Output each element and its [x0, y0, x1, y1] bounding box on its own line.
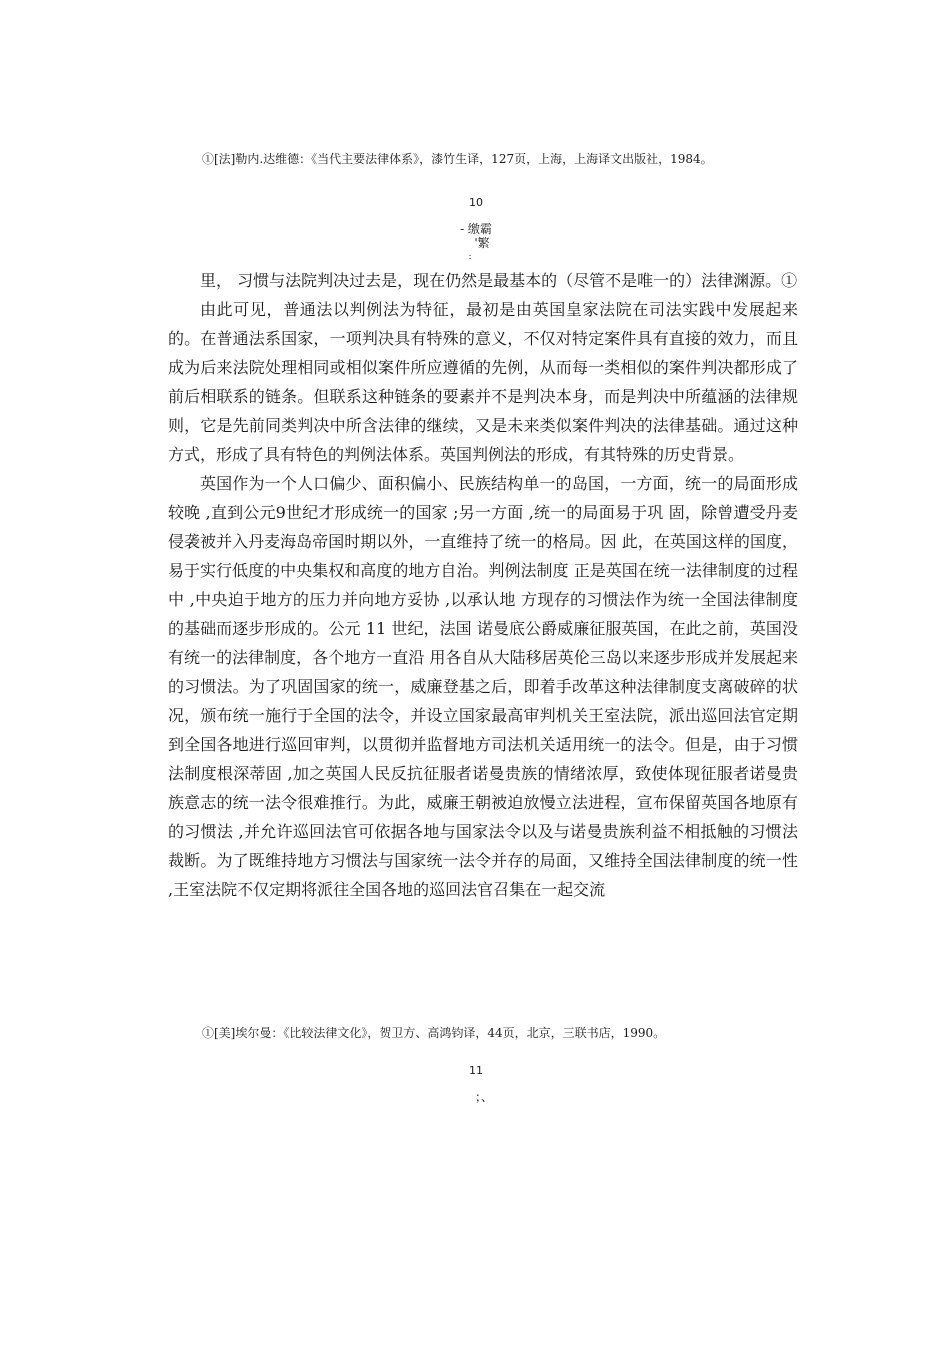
- scan-artifact-mark-1: - 缴霸: [460, 222, 492, 236]
- scan-artifact-mark-bottom: ；、: [474, 1090, 493, 1104]
- footnote-bottom: ①[美]埃尔曼：《比较法律文化》，贺卫方、高鸿钧译，44页，北京，三联书店，1990。: [202, 1026, 666, 1040]
- page-number-bottom: 11: [469, 1064, 483, 1077]
- page-number-top: 10: [469, 196, 483, 209]
- paragraph: 由此可见，普通法以判例法为特征，最初是由英国皇家法院在司法实践中发展起来的。在普通法系国家，一项判决具有特殊的意义，不仅对特定案件具有直接的效力，而且成为后来法院处理相同或相似案件所应遵循的先例，从而每一类相似的案件判决都形成了前后相联系的链条。但联系这种链条的要素并不是判决本身，而是判决中所蕴涵的法律规则，它是先前同类判决中所含法律的继续，又是未来类似案件判决的法律基础。通过这种方式，形成了具有特色的判例法体系。英国判例法的形成，有其特殊的历史背景。: [168, 300, 798, 464]
- paragraph: 英国作为一个人口偏少、面积偏小、民族结构单一的岛国，一方面，统一的局面形成较晚 ,直到公元9世纪才形成统一的国家 ;另一方面 ,统一的局面易于巩 固，除曾遭受丹麦侵袭被并入丹麦海岛帝国时期以外，一直维持了统一的格局。因 此，在英国这样的国度，易于实行低度的中央集权和高度的地方自治。判例法制度 正是英国在统一法律制度的过程中 ,中央迫于地方的压力并向地方妥协 ,以承认地 方现存的习惯法作为统一全国法律制度的基础而逐步形成的。公元 11 世纪，法国 诺曼底公爵威廉征服英国，在此之前，英国没有统一的法律制度，各个地方一直沿 用各自从大陆移居英伦三岛以来逐步形成并发展起来的习惯法。为了巩固国家的统一，威廉登基之后，即着手改革这种法律制度支离破碎的状况，颁布统一施行于全国的法令，并设立国家最高审判机关王室法院，派出巡回法官定期到全国各地进行巡回审判，以贯彻并监督地方司法机关适用统一的法令。但是，由于习惯法制度根深蒂固 ,加之英国人民反抗征服者诺曼贵族的情绪浓厚，致使体现征服者诺曼贵族意志的统一法令很难推行。为此，威廉王朝被迫放慢立法进程，宣布保留英国各地原有的习惯法 ,并允许巡回法官可依据各地与国家法令以及与诺曼贵族利益不相抵触的习惯法裁断。为了既维持地方习惯法与国家统一法令并存的局面，又维持全国法律制度的统一性 ,王室法院不仅定期将派往全国各地的巡回法官召集在一起交流: [168, 474, 798, 899]
- footnote-top: ①[法]勒内.达维德：《当代主要法律体系》，漆竹生译，127页，上海，上海译文出版社，1984。: [202, 152, 713, 166]
- scan-artifact-mark-3: :: [468, 252, 472, 262]
- scan-artifact-mark-2: '繁: [474, 236, 490, 250]
- paragraph-continued: 里， 习惯与法院判决过去是，现在仍然是最基本的（尽管不是唯一的）法律渊源。①: [200, 271, 798, 290]
- body-text: [168, 266, 798, 904]
